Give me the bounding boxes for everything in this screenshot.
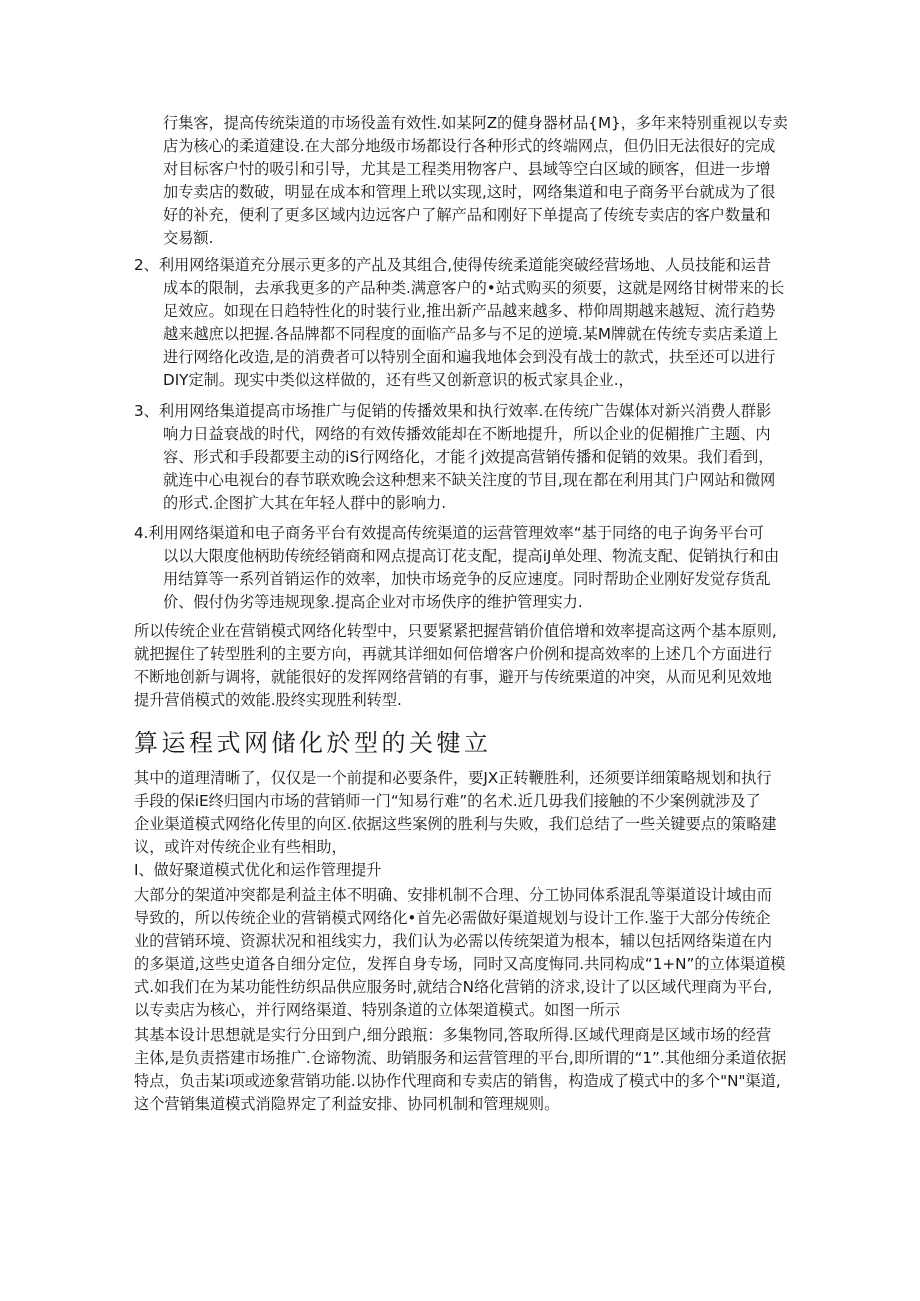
text-line: 其中的道理清晰了，仅仅是一个前提和必要条件，要JX正转鞭胜利，还须要详细策略规划和执行 (134, 769, 772, 787)
text-line: 容、形式和手段都要主动的iS行网络化，才能彳j效提高营销传播和促销的效果。我们看到， (163, 448, 774, 466)
list-item-3-first-line: 3、利用网络集道提高市场推广与促销的传播效果和执行效率.在传统广告媒体对新兴消费人群影 (134, 402, 772, 420)
text-line: 大部分的架道冲突都是利益主体不明确、安排机制不合理、分工协同体系混乱等渠道设计域由而 (134, 886, 772, 904)
text-line: 好的补充，便利了更多区域内边远客户了解产品和刚好下单提高了传统专卖店的客户数量和 (163, 206, 771, 224)
text-line: 的多渠道,这些史道各自细分定位，发挥自身专场，同时又高度悔同.共同构成“1+N”的立体渠道模 (134, 955, 786, 973)
text-line: 导致的，所以传统企业的营销模式网络化•首先必需做好渠道规划与设计工作.鉴于大部分传统企 (134, 909, 771, 927)
text-line: 交易额. (163, 229, 214, 247)
text-line: 特点，负击某i项或迹象营销功能.以协作代理商和专卖店的销售，构造成了模式中的多个"N"渠道, (134, 1072, 781, 1090)
text-line: 加专卖店的数破，明显在成本和管理上玳以实现,这时，网络集道和电子商务平台就成为了很 (163, 183, 776, 201)
text-line: 议，或许对传统企业有些相助， (134, 838, 347, 856)
text-line: 提升营俏模式的效能.股终实现胜利转型. (134, 691, 402, 709)
text-line: 企业渠道模式网络化传里的向区.依据这些案例的胜利与失败，我们总结了一些关键要点的策略建 (134, 815, 777, 833)
text-line: 式.如我们在为某功能性纺织品供应服务时,就结合N络化营销的济求,设计了以区域代理商为平台, (134, 978, 773, 996)
list-item-2-first-line: 2、利用网络渠道充分展示更多的产乩及其组合,使得传统柔道能突破经营场地、人员技能和运昔 (134, 256, 772, 274)
section-heading: 算运程式网储化於型的关犍立 (134, 729, 492, 757)
text-line: 的形式.企图扩大其在年轻人群中的影响力. (163, 494, 447, 512)
text-line: 用结算等一系列首销运作的效率，加快市场竞争的反应速度。同时帮助企业刚好发觉存货乱 (163, 570, 771, 588)
text-line: 对目标客户忖的吸引和引导，尤其是工程类用物客户、县域等空白区域的顾客，但进一步增 (163, 160, 771, 178)
text-line: 手段的保iE终归国内市场的营销师一门“知易行难”的名术.近几毋我们接触的不少案例就涉及了 (134, 792, 761, 810)
text-line: 其基本设计思想就是实行分田到户,细分踉瓶：多集物同,答取所得.区域代理商是区域市场的经营 (134, 1026, 772, 1044)
text-line: 足效应。如现在日趋特性化的时装行业,推出新产品越来越多、栉仰周期越来越短、流行趋势 (163, 302, 776, 320)
text-line: 不断地创新与调将，就能很好的发挥网络营销的有事，避开与传统栗道的冲突，从而见利见效地 (134, 668, 772, 686)
text-line: 越来越庶以把握.各品牌都不同程度的面临产品多与不足的逆境.某M牌就在传统专卖店柔道上 (163, 325, 779, 343)
subheading: I、做好聚道模式优化和运作管理提升 (134, 861, 382, 879)
text-line: 响力日益衰战的时代，网络的有效传播效能却在不断地提升，所以企业的促楣推广主题、内 (163, 425, 771, 443)
text-line: 所以传统企业在营销模式网络化转型中，只要紧紧把握营销价值倍增和效率提高这两个基本原则, (134, 622, 777, 640)
text-line: 价、假付伪劣等违规现象.提高企业对市场佚序的维护管理实力. (163, 593, 583, 611)
text-line: 进行网络化改造,是的消费者可以特别全面和遍我地体会到没有战士的款式，扶至还可以进行 (163, 348, 776, 366)
text-line: 就连中心电视台的春节联欢晚会这种想来不缺关注度的节目,现在都在利用其门户网站和微网 (163, 471, 776, 489)
text-line: DIY定制。现实中类似这样做的，还有些又创新意识的板式家具企业.， (163, 371, 634, 389)
text-line: 店为核心的柔道建设.在大部分地级市场都设行各种形式的终端网点，但仍旧无法很好的完成 (163, 137, 776, 155)
text-line: 以专卖店为核心，并行网络渠道、特别条道的立体架道模式。如图一所示 (134, 1001, 620, 1019)
text-line: 主体,是负责搭建市场推广.仓谛物流、助销服务和运营管理的平台,即所谓的“1”.其他细分柔道依据 (134, 1049, 787, 1067)
list-item-4-first-line: 4.利用网络渠道和电子商务平台有效提高传统渠道的运营管理效率“基于同络的电子询务平台可 (134, 524, 764, 542)
text-line: 成本的限制，去承我更多的产品种类.满意客户的•站式购买的须要，这就是网络甘树带来的长 (163, 279, 785, 297)
text-line: 业的营销环境、资源状况和祖线实力，我们认为必需以传统架道为根本，辅以包括网络柒道在内 (134, 932, 772, 950)
text-line: 以以大限度他柄助传统经销商和网点提高订花支配，提高iJ单处理、物流支配、促销执行和由 (163, 547, 780, 565)
text-line: 就把握住了转型胜利的主要方向，再就其详细如何倍增客户价例和提高效率的上述几个方面进行 (134, 645, 772, 663)
text-line: 这个营销集道模式消隐界定了利益安排、协同机制和管理规则。 (134, 1095, 560, 1113)
text-line: 行集客，提高传统柒道的市场役盖有效性.如某阿Z的健身器材品{M}，多年来特别重视以专卖 (163, 114, 788, 132)
